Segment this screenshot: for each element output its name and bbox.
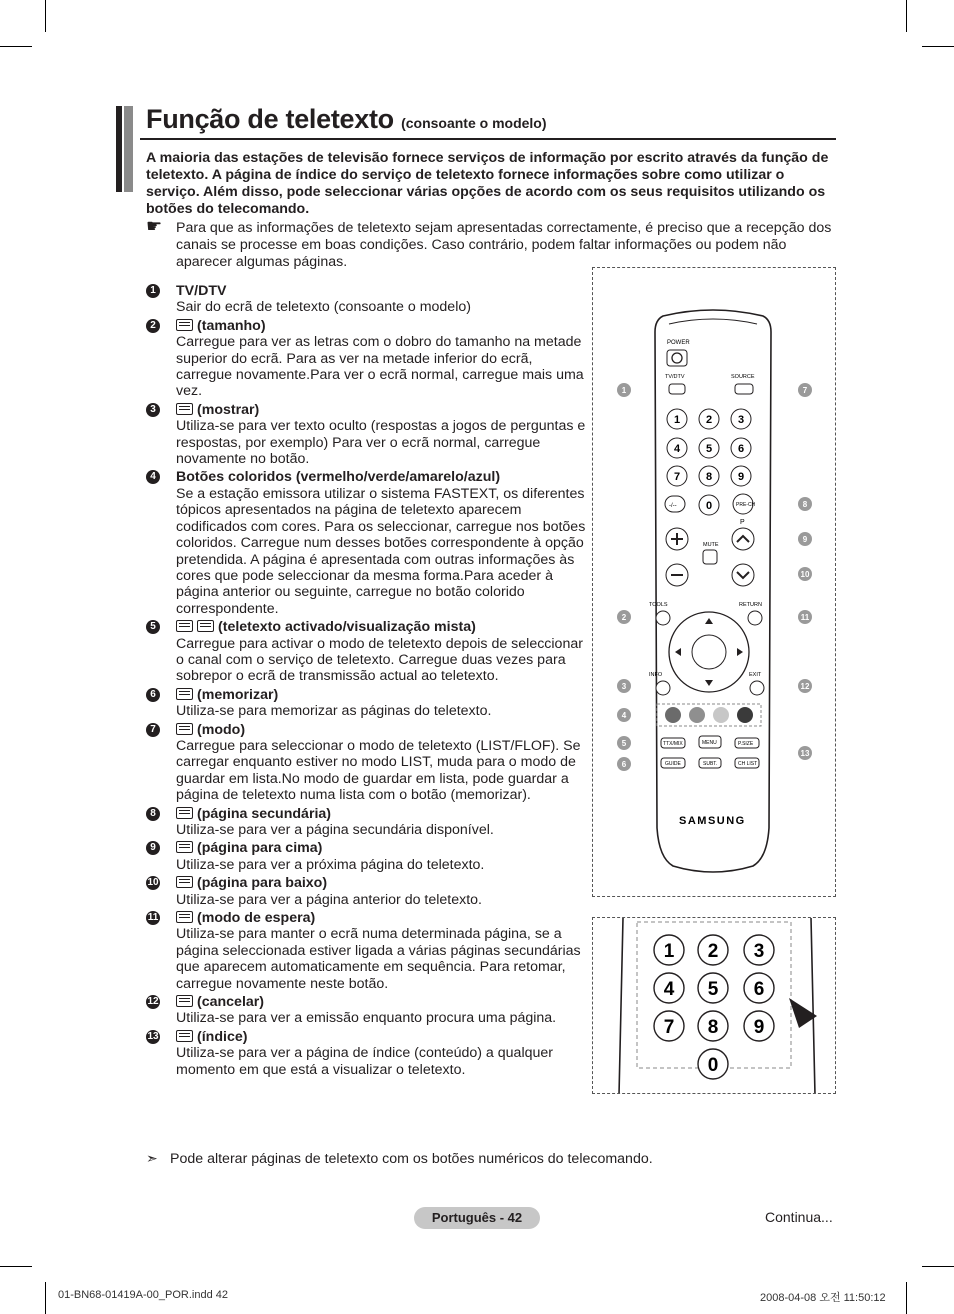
exit-label: EXIT xyxy=(749,672,762,678)
info-button[interactable] xyxy=(656,681,670,695)
item-number: 8 xyxy=(146,807,160,821)
item-number: 13 xyxy=(147,1030,159,1042)
list-item xyxy=(146,1029,586,1078)
mute-button[interactable] xyxy=(703,550,717,564)
callout-number: 9 xyxy=(802,535,808,544)
digit-label: 7 xyxy=(663,1017,675,1038)
item-description: Utiliza-se para memorizar as páginas do teletexto. xyxy=(176,703,492,720)
item-number: 12 xyxy=(147,996,159,1008)
item-description: Utiliza-se para ver a emissão enquanto procura uma página. xyxy=(176,1010,557,1027)
item-description: Carregue para activar o modo de teletexto depois de seleccionar o canal com o serviço de teletexto. Carregue duas vezes para sobrepor o ecrã de transmissão actual ao teletexto. xyxy=(176,635,583,685)
crop-mark xyxy=(0,46,32,47)
item-heading: TV/DTV xyxy=(176,283,227,299)
item-number: 2 xyxy=(146,319,160,333)
item-description: Utiliza-se para ver a próxima página do teletexto. xyxy=(176,856,485,873)
item-heading: (página para baixo) xyxy=(176,875,586,891)
callout-number: 13 xyxy=(800,749,810,758)
list-item xyxy=(146,318,586,400)
title-bar-gray xyxy=(124,106,133,192)
list-item xyxy=(146,875,586,908)
item-description: Se a estação emissora utilizar o sistema FASTEXT, os diferentes tópicos apresentados na página de teletexto aparecem codificados com cores. Para os seleccionar, carregue nos botões coloridos. Carregue num desses botões correspondente à opção pretendida. A página é apresentada com outras informações às cores que pode seleccionar da mesma forma.Para aceder à página anterior ou seguinte, carregue no botão colorido correspondente. xyxy=(176,485,586,617)
digit-label: 2 xyxy=(707,941,719,962)
closeup-number-keypad xyxy=(654,935,774,1079)
teletext-mix-icon xyxy=(197,620,214,632)
callout-number: 10 xyxy=(800,570,810,579)
tip xyxy=(146,1151,653,1167)
feature-list xyxy=(146,283,586,1080)
note xyxy=(146,216,840,271)
crop-mark xyxy=(906,1282,907,1314)
title-rule xyxy=(140,138,836,140)
page-title: Função de teletexto (consoante o modelo) xyxy=(146,104,547,134)
item-description: Utiliza-se para ver a página de índice (conteúdo) a qualquer momento em que está a visualizar o teletexto. xyxy=(176,1045,553,1078)
teletext-button-icon xyxy=(176,319,193,331)
prech-label: PRE-CH xyxy=(736,502,756,508)
list-item xyxy=(146,994,586,1027)
item-heading: (página para cima) xyxy=(176,840,586,856)
callout-number: 4 xyxy=(621,711,627,720)
list-item xyxy=(146,910,586,992)
item-number: 11 xyxy=(147,912,159,924)
psize-label: P.SIZE xyxy=(738,741,754,747)
digit-label: 4 xyxy=(673,443,681,455)
list-item xyxy=(146,619,586,685)
ttxmix-label: TTX/MIX xyxy=(663,741,683,747)
teletext-button-icon xyxy=(176,403,193,415)
title-bar-dark xyxy=(116,106,122,192)
item-number: 6 xyxy=(146,688,160,702)
callout-number: 11 xyxy=(800,613,810,622)
digit-label: 4 xyxy=(663,979,675,1000)
digit-label: 5 xyxy=(705,443,713,455)
crop-mark xyxy=(906,0,907,32)
item-heading: Botões coloridos (vermelho/verde/amarelo/azul) xyxy=(176,469,501,486)
list-item xyxy=(146,687,586,720)
note-text: Para que as informações de teletexto sejam apresentadas correctamente, é preciso que a recepção dos canais se processe em boas condições. Caso contrário, podem faltar informações ou podem não aparecer algumas páginas. xyxy=(176,220,832,270)
list-item xyxy=(146,402,586,468)
teletext-button-icon xyxy=(176,688,193,700)
list-item xyxy=(146,469,586,617)
item-description: Utiliza-se para ver a página secundária disponível. xyxy=(176,822,494,838)
digit-label: 8 xyxy=(707,1017,719,1038)
list-item xyxy=(146,840,586,873)
crop-mark xyxy=(45,1282,46,1314)
power-label: POWER xyxy=(667,340,690,346)
callout-number: 12 xyxy=(800,682,810,691)
subt-label: SUBT. xyxy=(703,761,718,767)
list-item xyxy=(146,806,586,839)
item-number: 9 xyxy=(146,841,160,855)
item-number: 7 xyxy=(146,723,160,737)
digit-label: 9 xyxy=(753,1017,765,1038)
item-number: 4 xyxy=(146,470,160,484)
item-description: Utiliza-se para ver a página anterior do teletexto. xyxy=(176,891,482,908)
arrow-right-icon: ➣ xyxy=(146,1151,158,1167)
digit-label: 2 xyxy=(705,414,713,426)
item-number: 1 xyxy=(146,284,160,298)
digit-label: 6 xyxy=(737,443,745,455)
item-description: Carregue para ver as letras com o dobro do tamanho na metade superior do ecrã. Para as ver na metade inferior do ecrã, carregue novamente.Para ver o ecrã normal, carregue mais uma vez. xyxy=(176,334,584,400)
exit-button[interactable] xyxy=(750,681,764,695)
digit-label: 3 xyxy=(737,414,745,426)
yellow-button[interactable] xyxy=(713,707,729,723)
continue-label: Continua... xyxy=(765,1209,833,1225)
item-heading: (modo) xyxy=(176,722,586,738)
keypad-closeup-svg xyxy=(593,918,836,1094)
item-number: 3 xyxy=(146,403,160,417)
green-button[interactable] xyxy=(689,707,705,723)
digit-label: 9 xyxy=(737,471,745,483)
item-heading: (teletexto activado/visualização mista) xyxy=(176,619,586,635)
tvdtv-button[interactable] xyxy=(669,384,685,394)
callout-number: 6 xyxy=(621,760,627,769)
item-description: Utiliza-se para ver texto oculto (respostas a jogos de perguntas e respostas, por exemplo) Para ver o ecrã normal, carregue novamente no botão. xyxy=(176,418,586,468)
item-heading: (página secundária) xyxy=(176,806,586,822)
pointing-hand-icon: ☛ xyxy=(146,216,163,236)
return-button[interactable] xyxy=(748,611,762,625)
keypad-closeup xyxy=(592,917,836,1094)
item-description: Sair do ecrã de teletexto (consoante o modelo) xyxy=(176,299,471,316)
callout-number: 2 xyxy=(621,613,627,622)
mute-label: MUTE xyxy=(703,542,719,548)
item-heading: (tamanho) xyxy=(176,318,586,334)
callout-number: 3 xyxy=(621,682,627,691)
tip-text: Pode alterar páginas de teletexto com os botões numéricos do telecomando. xyxy=(170,1151,653,1167)
teletext-button-icon xyxy=(176,995,193,1007)
tools-button[interactable] xyxy=(656,611,670,625)
list-item xyxy=(146,283,586,316)
blue-button[interactable] xyxy=(737,707,753,723)
callout-number: 7 xyxy=(802,386,808,395)
callout-number: 1 xyxy=(621,386,627,395)
info-label: INFO xyxy=(649,672,663,678)
dash-label: -/-- xyxy=(669,503,677,509)
source-button[interactable] xyxy=(735,384,753,394)
print-file: 01-BN68-01419A-00_POR.indd 42 xyxy=(58,1289,229,1301)
item-heading: (índice) xyxy=(176,1029,586,1045)
menu-label: MENU xyxy=(702,740,717,746)
item-description: Utiliza-se para manter o ecrã numa determinada página, se a página seleccionada estiver ligada a várias páginas secundárias que aparecem automaticamente em sequência. Para retomar, carregue novamente neste botão. xyxy=(176,926,581,992)
remote-illustration xyxy=(592,267,836,897)
p-label: P xyxy=(740,519,745,526)
remote-svg xyxy=(593,268,837,898)
teletext-button-icon xyxy=(176,723,193,735)
enter-button[interactable] xyxy=(692,635,726,669)
return-label: RETURN xyxy=(739,602,762,608)
teletext-button-icon xyxy=(176,911,193,923)
digit-label: 1 xyxy=(673,414,681,426)
item-description: Carregue para seleccionar o modo de teletexto (LIST/FLOF). Se carregar enquanto estiver no modo LIST, muda para o modo de guardar em lista.No modo de guardar em lista, pode guardar a página de teletexto numa lista com o botão (memorizar). xyxy=(176,737,581,804)
red-button[interactable] xyxy=(665,707,681,723)
teletext-button-icon xyxy=(176,1030,193,1042)
teletext-button-icon xyxy=(176,620,193,632)
item-heading: (mostrar) xyxy=(176,402,586,418)
item-number: 5 xyxy=(146,620,160,634)
guide-label: GUIDE xyxy=(665,761,681,767)
channel-down-button[interactable] xyxy=(732,564,754,586)
digit-label: 0 xyxy=(705,500,713,512)
digit-label: 6 xyxy=(753,979,765,1000)
intro-paragraph: A maioria das estações de televisão fornece serviços de informação por escrito através da função de teletexto. A página de índice do serviço de teletexto fornece informações sobre como utilizar o serviço. Além disso, pode seleccionar várias opções de acordo com os seus requisitos utilizando os botões do telecomando. xyxy=(146,150,829,217)
crop-mark xyxy=(922,1266,954,1267)
crop-mark xyxy=(45,0,46,32)
teletext-button-icon xyxy=(176,876,193,888)
list-item xyxy=(146,722,586,804)
callout-number: 5 xyxy=(621,739,627,748)
teletext-button-icon xyxy=(176,807,193,819)
chlist-label: CH LIST xyxy=(738,761,758,767)
print-date: 2008-04-08 오전 11:50:12 xyxy=(760,1292,886,1304)
page-number: Português - 42 xyxy=(414,1207,540,1229)
crop-mark xyxy=(0,1266,32,1267)
digit-label: 1 xyxy=(663,941,675,962)
digit-label: 8 xyxy=(705,471,713,483)
item-heading: (memorizar) xyxy=(176,687,586,703)
crop-mark xyxy=(922,46,954,47)
brand-logo: SAMSUNG xyxy=(679,815,746,827)
teletext-button-icon xyxy=(176,841,193,853)
tools-label: TOOLS xyxy=(649,602,668,608)
channel-up-button[interactable] xyxy=(732,528,754,550)
digit-label: 3 xyxy=(753,941,765,962)
digit-label: 5 xyxy=(707,979,719,1000)
digit-label: 7 xyxy=(673,471,681,483)
callout-number: 8 xyxy=(802,500,808,509)
digit-label: 0 xyxy=(707,1055,719,1076)
item-heading: (modo de espera) xyxy=(176,910,586,926)
item-heading: (cancelar) xyxy=(176,994,586,1010)
tvdtv-label: TV/DTV xyxy=(665,374,685,380)
source-label: SOURCE xyxy=(731,374,755,380)
item-number: 10 xyxy=(147,877,159,889)
